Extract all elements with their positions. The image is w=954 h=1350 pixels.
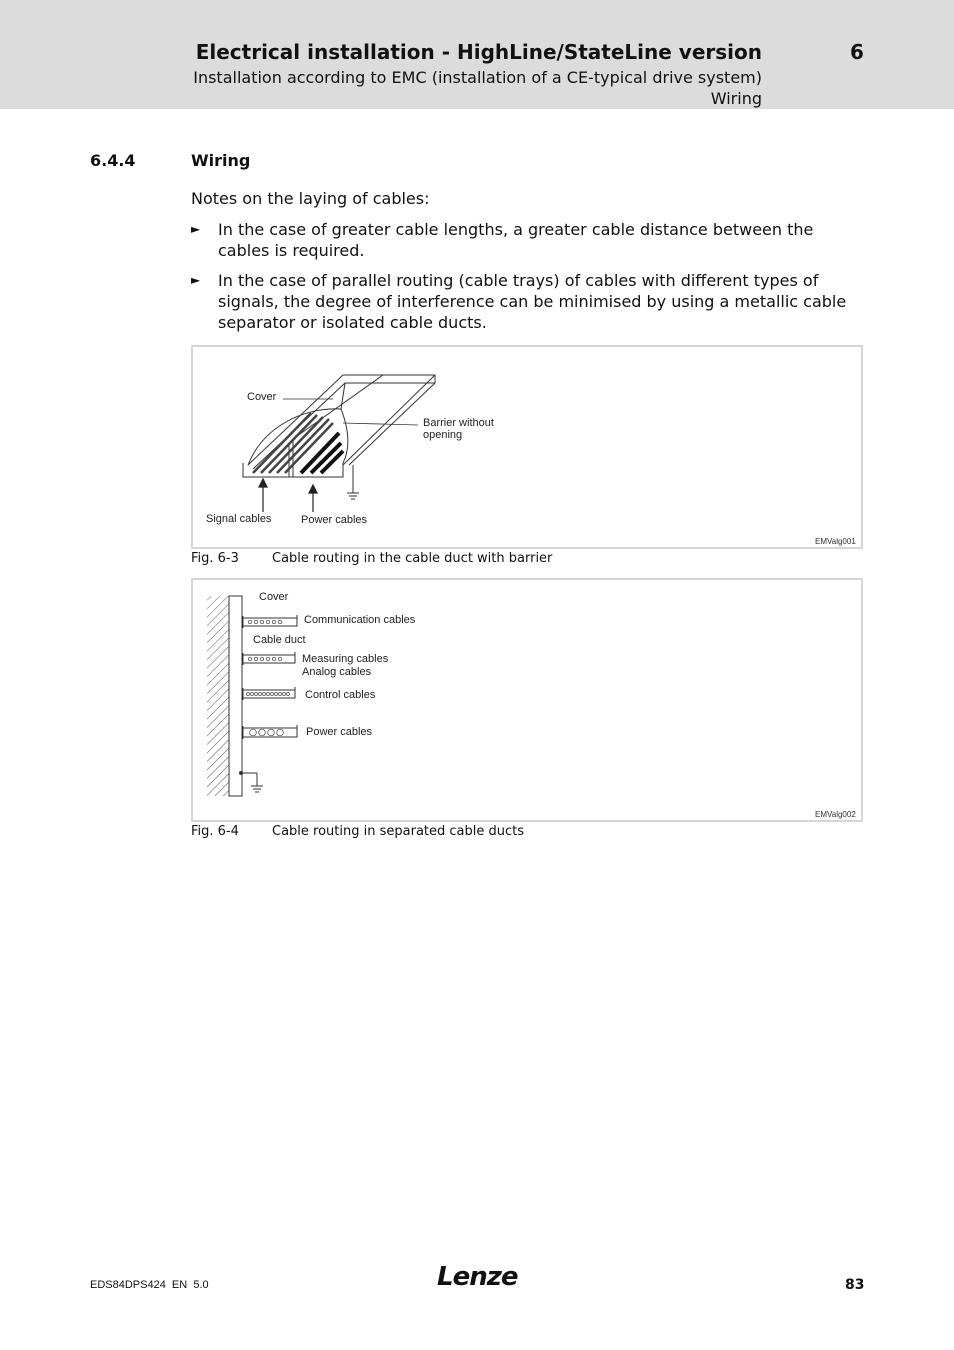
figure-caption-text: Cable routing in separated cable ducts — [272, 824, 525, 839]
label-control-cables: Control cables — [305, 689, 376, 701]
label-power-cables: Power cables — [306, 726, 373, 738]
chapter-number: 6 — [850, 40, 864, 64]
label-cover: Cover — [247, 391, 277, 403]
bullet-item — [191, 270, 851, 333]
label-power-cables: Power cables — [301, 514, 368, 526]
separated-ducts-diagram — [193, 580, 861, 820]
bullet-text: In the case of parallel routing (cable trays) of cables with different types of signals, the degree of interference can be minimised by using a metallic cable separator or isolated cable ducts. — [218, 271, 847, 332]
bullet-item — [191, 219, 851, 261]
figure-caption-number: Fig. 6-4 — [191, 824, 239, 839]
bullet-marker-icon: ► — [191, 222, 201, 236]
label-measuring-cables: Measuring cables — [302, 653, 389, 665]
cable-duct-diagram — [193, 347, 861, 547]
section-title: Wiring — [191, 151, 251, 170]
bullet-list — [191, 219, 851, 342]
figure-code: EMValg001 — [815, 537, 856, 546]
chapter-subtitle: Installation according to EMC (installation of a CE-typical drive system) — [193, 68, 762, 87]
figure-caption-text: Cable routing in the cable duct with barrier — [272, 551, 553, 566]
bullet-marker-icon: ► — [191, 273, 201, 287]
intro-text: Notes on the laying of cables: — [191, 189, 430, 208]
section-number: 6.4.4 — [90, 151, 136, 170]
label-communication-cables: Communication cables — [304, 614, 416, 626]
figure-cable-duct-barrier — [191, 345, 863, 549]
bullet-text: In the case of greater cable lengths, a greater cable distance between the cables is required. — [218, 220, 814, 260]
document-id: EDS84DPS424 EN 5.0 — [90, 1279, 209, 1291]
page-number: 83 — [845, 1277, 865, 1293]
label-cable-duct: Cable duct — [253, 634, 306, 646]
chapter-subsection: Wiring — [710, 89, 762, 108]
lenze-logo: Lenze — [437, 1262, 518, 1292]
figure-caption-number: Fig. 6-3 — [191, 551, 239, 566]
label-signal-cables: Signal cables — [206, 513, 272, 525]
label-barrier-1: Barrier without — [423, 417, 494, 429]
label-analog-cables: Analog cables — [302, 666, 372, 678]
figure-code: EMValg002 — [815, 810, 856, 819]
label-cover: Cover — [259, 591, 289, 603]
figure-separated-cable-ducts — [191, 578, 863, 822]
chapter-title: Electrical installation - HighLine/StateLine version — [195, 40, 762, 64]
label-barrier-2: opening — [423, 429, 463, 441]
